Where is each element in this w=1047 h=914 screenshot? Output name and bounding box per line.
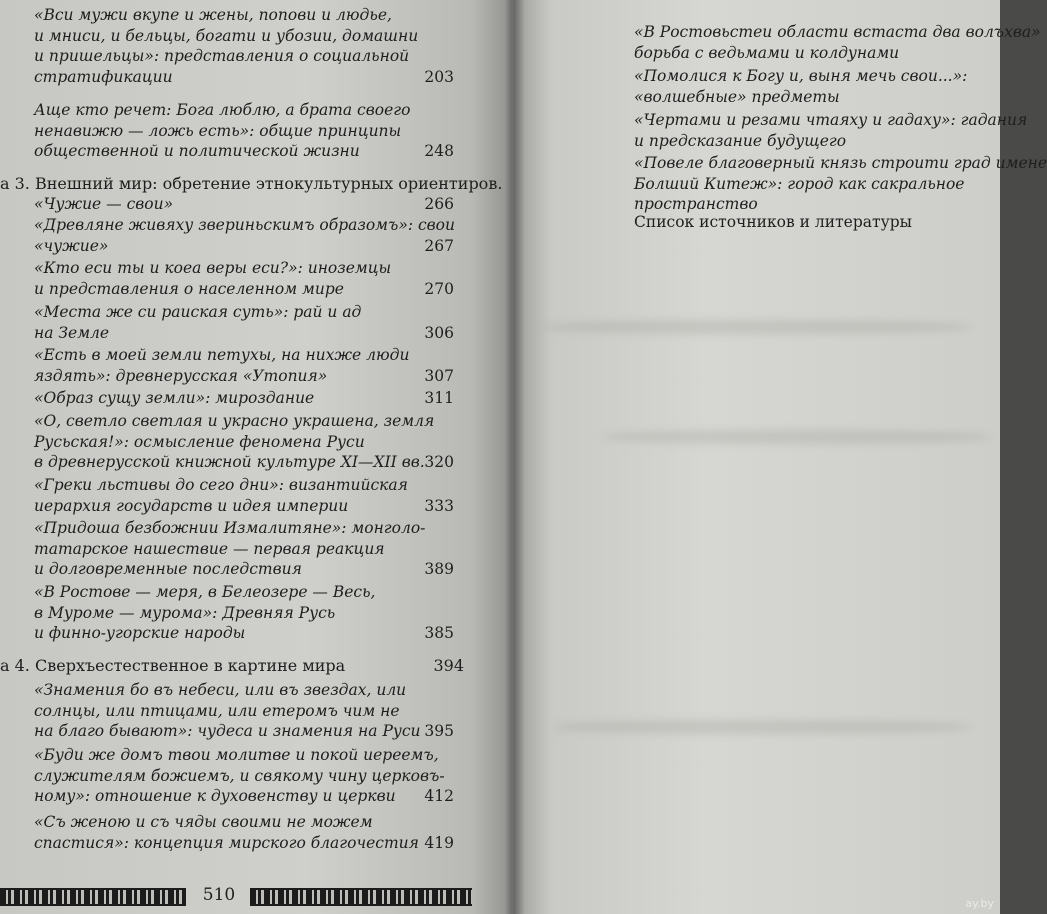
page-number: 389 [424, 560, 454, 578]
toc-entry[interactable] [34, 411, 454, 473]
entry-line: яздять»: древнерусская «Утопия» [34, 366, 328, 385]
page-number: 385 [424, 624, 454, 642]
entry-line: Аще кто речет: Бога люблю, а брата своего [34, 101, 411, 119]
entry-line: служителям божиемъ, и свякому чину церковъ- [34, 766, 445, 785]
page-number: 320 [424, 453, 454, 471]
entry-line: солнцы, или птицами, или етеромъ чим не [34, 701, 400, 720]
entry-line: Список источников и литературы [634, 213, 912, 231]
chapter-title: Сверхъестественное в картине мира [34, 656, 346, 675]
entry-line: ненавижю — ложь есть»: общие принципы [34, 121, 402, 140]
page-number: 203 [424, 67, 454, 86]
entry-line: «Знамения бо въ небеси, или въ звездах, или [34, 681, 407, 699]
paper-crease [552, 720, 972, 734]
entry-line: борьба с ведьмами и колдунами [634, 43, 900, 62]
entry-line: «Повеле благоверный князь строити град имене [634, 154, 1047, 172]
entry-line: татарское нашествие — первая реакция [34, 539, 385, 558]
toc-entry[interactable] [34, 302, 454, 343]
toc-entry[interactable] [34, 5, 454, 87]
entry-line: «О, светло светлая и украсно украшена, земля [34, 412, 435, 430]
entry-line: «Помолися к Богу и, выня мечь свои...»: [634, 67, 968, 85]
watermark: ay.by [965, 897, 994, 910]
page-footer [0, 880, 505, 910]
chapter-label: а 4. [0, 656, 30, 675]
entry-line: пространство [634, 195, 758, 213]
entry-line: «Кто еси ты и коеа веры еси?»: иноземцы [34, 259, 392, 277]
entry-line: на благо бывают»: чудеса и знамения на Руси [34, 722, 421, 740]
entry-line: спастися»: концепция мирского благочестия [34, 833, 419, 852]
entry-line: «В Ростове — меря, в Белеозере — Весь, [34, 583, 376, 601]
entry-line: «Греки льстивы до сего дни»: византийская [34, 476, 408, 494]
toc-entry[interactable] [34, 582, 454, 644]
chapter-heading[interactable] [0, 655, 464, 676]
entry-line: общественной и политической жизни [34, 142, 360, 160]
chapter-title: Внешний мир: обретение этнокультурных ориентиров. [34, 174, 503, 193]
entry-line: «Чертами и резами чтаяху и гадаху»: гадания [634, 111, 1028, 129]
toc-entry[interactable] [34, 388, 454, 409]
chapter-label: а 3. [0, 174, 30, 193]
paper-crease [602, 430, 992, 444]
toc-entry[interactable] [34, 194, 454, 215]
entry-line: «Буди же домъ твои молитве и покой иереемъ, [34, 746, 439, 764]
toc-entry[interactable] [34, 345, 454, 386]
entry-line: «В Ростовьстеи области встаста два волъхва» [634, 23, 1041, 41]
entry-line: и предсказание будущего [634, 131, 847, 150]
toc-entry[interactable] [34, 258, 454, 299]
toc-entry[interactable] [34, 680, 454, 742]
page-number: 395 [424, 722, 454, 740]
entry-line: Русьская!»: осмысление феномена Руси [34, 432, 365, 451]
entry-line: «Вси мужи вкупе и жены, попови и людье, [34, 6, 392, 24]
entry-line: в древнерусской книжной культуре XI—XII вв. [34, 453, 425, 471]
entry-line: и пришельцы»: представления о социальной [34, 47, 410, 65]
toc-entry[interactable] [34, 215, 454, 256]
toc-entry[interactable] [634, 110, 1027, 151]
entry-line: «Есть в моей земли петухы, на нихже люди [34, 346, 410, 364]
entry-line: в Муроме — мурома»: Древняя Русь [34, 603, 336, 622]
entry-line: и мниси, и бельцы, богати и убозии, домашни [34, 26, 419, 45]
toc-entry[interactable] [34, 475, 454, 516]
entry-line: и представления о населенном мире [34, 279, 344, 298]
entry-line: и финно-угорские народы [34, 624, 246, 642]
entry-line: иерархия государств и идея империи [34, 496, 349, 515]
entry-line: «волшебные» предметы [634, 87, 840, 106]
toc-entry[interactable] [34, 100, 454, 162]
page-number: 307 [424, 366, 454, 385]
entry-line: на Земле [34, 323, 110, 342]
entry-line: «Придоша безбожнии Измалитяне»: монголо- [34, 519, 426, 537]
page-number: 306 [424, 323, 454, 342]
toc-entry[interactable] [34, 812, 454, 853]
entry-line: и долговременные последствия [34, 560, 302, 578]
toc-entry[interactable] [634, 22, 1041, 63]
toc-entry[interactable] [634, 153, 1047, 215]
page-number: 311 [424, 389, 454, 407]
paper-crease [542, 320, 972, 334]
folio-number: 510 [202, 885, 236, 905]
left-page [0, 0, 512, 914]
entry-line: «Места же си раиская суть»: рай и ад [34, 303, 362, 321]
toc-entry[interactable] [634, 66, 967, 107]
toc-entry[interactable] [34, 745, 454, 807]
entry-line: стратификации [34, 67, 173, 86]
toc-entry[interactable] [34, 518, 454, 580]
entry-line: «Образ сущу земли»: мироздание [34, 389, 315, 407]
page-number: 419 [424, 833, 454, 852]
entry-line: «чужие» [34, 236, 109, 255]
entry-line: «Древляне живяху звериньскимъ образомъ»: свои [34, 216, 455, 234]
chapter-heading[interactable] [0, 173, 502, 194]
page-number: 266 [424, 195, 454, 213]
entry-line: «Чужие — свои» [34, 195, 174, 213]
right-page [512, 0, 1047, 914]
page-number: 394 [433, 656, 464, 675]
entry-line: Болший Китеж»: город как сакральное [634, 174, 965, 193]
page-number: 270 [424, 279, 454, 298]
page-number: 412 [424, 787, 454, 805]
ornament-band-right [250, 888, 472, 906]
entry-line: «Съ женою и съ чяды своими не можем [34, 813, 373, 831]
entry-line: ному»: отношение к духовенству и церкви [34, 787, 396, 805]
book-gutter [505, 0, 525, 914]
page-number: 248 [424, 142, 454, 160]
ornament-band-left [0, 888, 186, 906]
page-number: 333 [424, 496, 454, 515]
page-number: 267 [424, 236, 454, 255]
toc-entry[interactable] [634, 212, 912, 233]
